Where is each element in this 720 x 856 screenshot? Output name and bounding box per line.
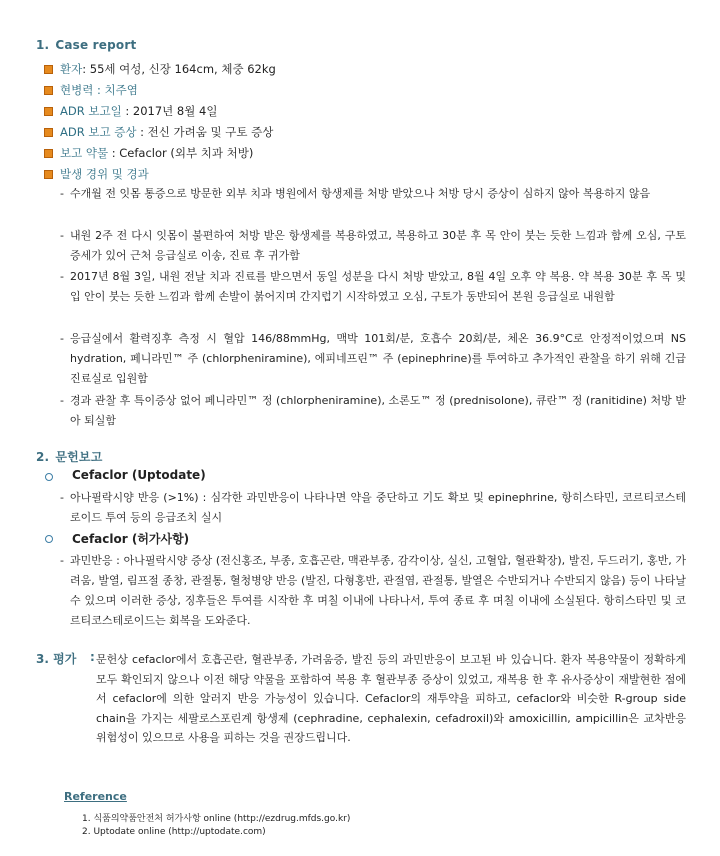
evaluation-text: 문헌상 cefaclor에서 호흡곤란, 혈관부종, 가려움증, 발진 등의 과민반응이 보고된 바 있습니다. 환자 복용약물이 정확하게 모두 확인되지 않으나 이전 해당 약물을 포함하여 복용 후 혈관부종 증상이 있었고, 재복용 한 후 유사증상이 재발현한 점에서 cefaclor에 의한 알러지 반응 가능성이 있습니다. Cefaclor의 재투약을 피하고, cefaclor와 비슷한 R-group side chain을 가지는 세팔로스포린계 항생제 (cephradine, cephalexin, cefadroxil)와 amoxicillin, ampicillin은 교차반응 위험성이 있으므로 사용을 피하는 것을 권장드립니다. xyxy=(96,653,686,745)
circle-bullet-icon xyxy=(45,535,53,543)
course-item: - 내원 2주 전 다시 잇몸이 불편하여 처방 받은 항생제를 복용하였고, 복용하고 30분 후 목 안이 붓는 듯한 느낌과 함께 오심, 구토 증세가 있어 근처 응급실로 이송, 진료 후 귀가함 xyxy=(60,229,686,262)
square-bullet-icon xyxy=(44,86,53,95)
course-item: - 2017년 8월 3일, 내원 전날 치과 진료를 받으면서 동일 성분을 다시 처방 받았고, 8월 4일 오후 약 복용. 약 복용 30분 후 목 및 입 안이 붓는 듯한 느낌과 함께 손발이 붉어지며 간지럽기 시작하였고 오심, 구토가 동반되어 본원 응급실로 내원함 xyxy=(60,270,686,303)
case-item-history: 현병력 : 치주염 xyxy=(44,80,138,101)
case-item-patient: 환자: 55세 여성, 신장 164cm, 체중 62kg xyxy=(44,59,276,80)
case-item-course: 발생 경위 및 경과 xyxy=(44,164,149,185)
circle-bullet-icon xyxy=(45,473,53,481)
square-bullet-icon xyxy=(44,107,53,116)
case-item-drug: 보고 약물 : Cefaclor (외부 치과 처방) xyxy=(44,143,253,164)
reference-item: 1. 식품의약품안전처 허가사항 online (http://ezdrug.mfds.go.kr) xyxy=(82,814,351,824)
source-heading-uptodate: Cefaclor (Uptodate) xyxy=(72,468,206,482)
case-item-adr-symptom: ADR 보고 증상 : 전신 가려움 및 구토 증상 xyxy=(44,122,273,143)
square-bullet-icon xyxy=(44,170,53,179)
literature-item: - 과민반응 : 아나필락시양 증상 (전신홍조, 부종, 호흡곤란, 맥관부종, 감각이상, 실신, 고혈압, 혈관확장), 발진, 두드러기, 홍반, 가려움, 발열, 림프절 종창, 관절통, 혈청병양 반응 (발진, 다형홍반, 관절염, 관절통, 발열은 수반되거나 수반되지 않음) 등이 나타날 수 있으며 이러한 증상, 징후들은 투여를 시작한 후 며칠 이내에 나타나서, 투여 종료 후 며칠 이내에 소실된다. 항히스타민 및 코르티코스테로이드는 회복을 도와준다. xyxy=(60,554,686,627)
case-item-adr-date: ADR 보고일 : 2017년 8월 4일 xyxy=(44,101,217,122)
reference-title: Reference xyxy=(64,790,127,803)
course-item: - 응급실에서 활력징후 측정 시 혈압 146/88mmHg, 맥박 101회/분, 호흡수 20회/분, 체온 36.9°C로 안정적이었으며 NS hydration, 페니라민™ 주 (chlorpheniramine), 에피네프린™ 주 (epinephrine)를 투여하고 추가적인 관찰을 하기 위해 긴급진료실로 입원함 xyxy=(60,332,686,385)
literature-item: - 아나필락시양 반응 (>1%) : 심각한 과민반응이 나타나면 약을 중단하고 기도 확보 및 epinephrine, 항히스타민, 코르티코스테로이드 투여 등의 응급조치 실시 xyxy=(60,491,686,524)
source-heading-label: Cefaclor (허가사항) xyxy=(72,532,190,546)
section-title-case-report: 1. Case report xyxy=(36,38,137,52)
section-title-evaluation: 3. 평가 : xyxy=(36,650,95,666)
section-title-literature: 2. 문헌보고 xyxy=(36,450,103,464)
reference-item: 2. Uptodate online (http://uptodate.com) xyxy=(82,827,266,837)
square-bullet-icon xyxy=(44,149,53,158)
square-bullet-icon xyxy=(44,128,53,137)
course-item: - 수개월 전 잇몸 통증으로 방문한 외부 치과 병원에서 항생제를 처방 받았으나 처방 당시 증상이 심하지 않아 복용하지 않음 xyxy=(60,187,651,200)
course-item: - 경과 관찰 후 특이증상 없어 페니라민™ 정 (chlorpheniramine), 소론도™ 정 (prednisolone), 큐란™ 정 (ranitidine) 처방 받아 퇴실함 xyxy=(60,394,686,427)
square-bullet-icon xyxy=(44,65,53,74)
